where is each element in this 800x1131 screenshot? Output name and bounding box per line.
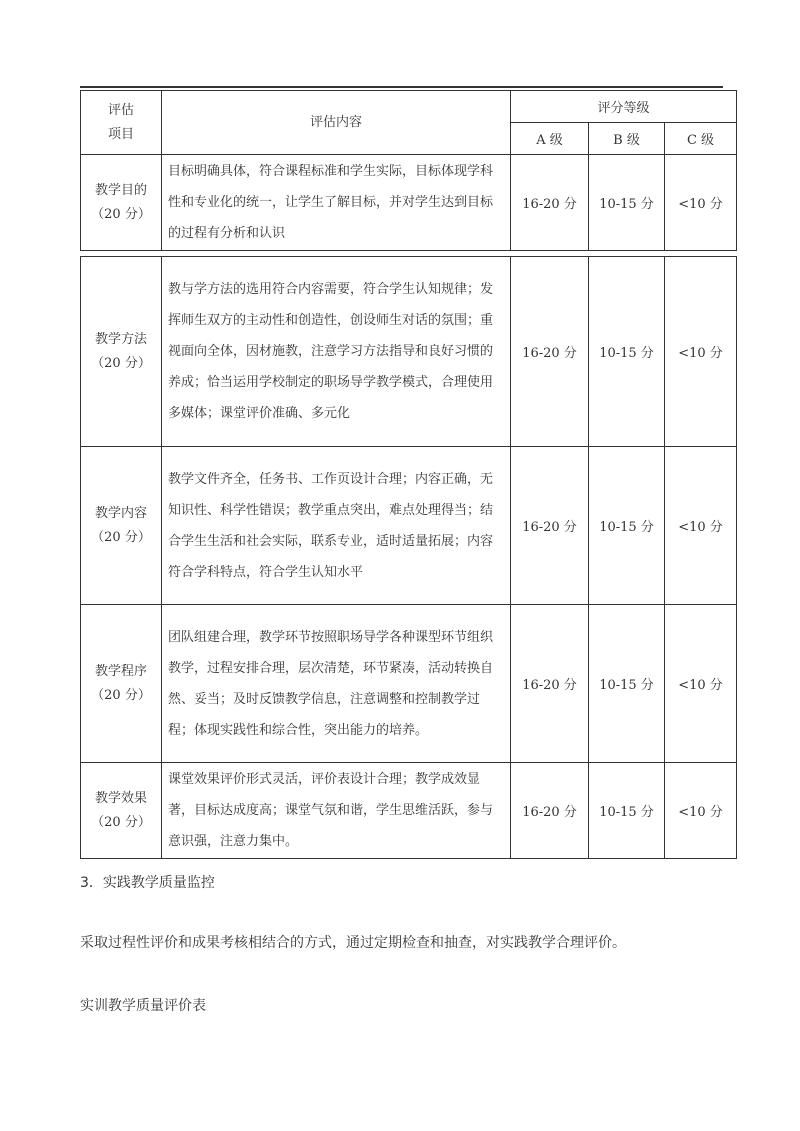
row-grade-a: 16-20 分 (511, 155, 589, 251)
row-points: （20 分） (91, 355, 151, 371)
section-heading: 3．实践教学质量监控 (80, 875, 215, 891)
row-item-cell (81, 763, 162, 859)
row-points: （20 分） (91, 529, 151, 545)
row-item: 教学内容 (94, 505, 147, 521)
table-row (81, 605, 737, 763)
row-item: 教学程序 (94, 663, 147, 679)
row-grade-c: <10 分 (665, 257, 737, 447)
table-row (81, 257, 737, 447)
row-grade-c: <10 分 (665, 447, 737, 605)
row-item-cell (81, 605, 162, 763)
row-content: 团队组建合理，教学环节按照职场导学各种课型环节组织教学，过程安排合理，层次清楚，环节紧凑，活动转换自然、妥当；及时反馈教学信息，注意调整和控制教学过程；体现实践性和综合性，突出能力的培养。 (162, 605, 511, 763)
row-grade-b: 10-15 分 (589, 447, 665, 605)
next-table-title: 实训教学质量评价表 (80, 998, 206, 1014)
row-item: 教学方法 (94, 331, 147, 347)
row-grade-a: 16-20 分 (511, 257, 589, 447)
evaluation-table-part2 (80, 256, 737, 859)
row-content: 教与学方法的选用符合内容需要，符合学生认知规律；发挥师生双方的主动性和创造性，创设师生对话的氛围；重视面向全体，因材施教，注意学习方法指导和良好习惯的养成；恰当运用学校制定的职场导学教学模式，合理使用多媒体；课堂评价准确、多元化 (162, 257, 511, 447)
header-row (81, 91, 737, 123)
row-grade-b: 10-15 分 (589, 155, 665, 251)
header-item-cell (81, 91, 162, 155)
row-grade-b: 10-15 分 (589, 763, 665, 859)
row-grade-a: 16-20 分 (511, 763, 589, 859)
header-grade-c: C 级 (665, 123, 737, 155)
row-grade-c: <10 分 (665, 763, 737, 859)
header-item-line1: 评估 (107, 102, 134, 118)
row-grade-a: 16-20 分 (511, 605, 589, 763)
row-grade-a: 16-20 分 (511, 447, 589, 605)
row-item-cell (81, 155, 162, 251)
table-row (81, 447, 737, 605)
evaluation-table-part1 (80, 90, 737, 251)
row-points: （20 分） (91, 687, 151, 703)
header-grade-group: 评分等级 (511, 91, 737, 123)
header-grade-a: A 级 (511, 123, 589, 155)
header-grade-b: B 级 (589, 123, 665, 155)
row-grade-b: 10-15 分 (589, 605, 665, 763)
top-rule (80, 86, 723, 88)
row-item-cell (81, 257, 162, 447)
row-item-cell (81, 447, 162, 605)
table-row (81, 763, 737, 859)
row-grade-c: <10 分 (665, 605, 737, 763)
row-content: 目标明确具体，符合课程标准和学生实际，目标体现学科性和专业化的统一，让学生了解目标，并对学生达到目标的过程有分析和认识 (162, 155, 511, 251)
row-content: 课堂效果评价形式灵活，评价表设计合理；教学成效显著，目标达成度高；课堂气氛和谐，学生思维活跃，参与意识强，注意力集中。 (162, 763, 511, 859)
row-points: （20 分） (91, 814, 151, 830)
header-item-line2: 项目 (107, 126, 134, 142)
row-item: 教学目的 (94, 182, 147, 198)
row-points: （20 分） (91, 206, 151, 222)
header-content-cell: 评估内容 (162, 91, 511, 155)
row-grade-b: 10-15 分 (589, 257, 665, 447)
table-row (81, 155, 737, 251)
section-paragraph: 采取过程性评价和成果考核相结合的方式，通过定期检查和抽查，对实践教学合理评价。 (80, 935, 626, 951)
row-grade-c: <10 分 (665, 155, 737, 251)
row-content: 教学文件齐全，任务书、工作页设计合理；内容正确，无知识性、科学性错误；教学重点突出，难点处理得当；结合学生生活和社会实际，联系专业，适时适量拓展；内容符合学科特点，符合学生认知水平 (162, 447, 511, 605)
row-item: 教学效果 (94, 790, 147, 806)
